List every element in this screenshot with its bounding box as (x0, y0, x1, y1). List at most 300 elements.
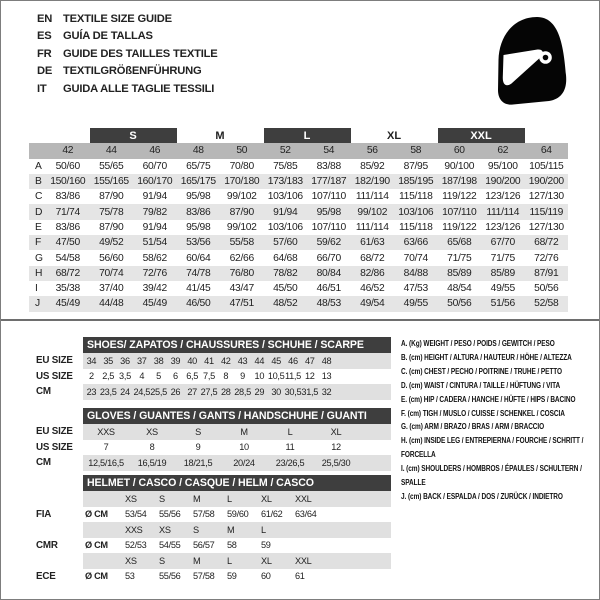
value-cell: 48 (318, 353, 335, 369)
language-code: FR (37, 47, 52, 60)
size-number: 52 (264, 143, 308, 158)
row-label: CM (29, 384, 83, 400)
value-cell: XXL (293, 553, 327, 569)
value-cell: 54/58 (55, 252, 80, 264)
value-cell: 50/56 (534, 283, 559, 295)
value-cell: 61/63 (351, 235, 395, 250)
value-cell: M (221, 424, 267, 440)
value-cell: 84/88 (394, 266, 438, 281)
filler-cell (335, 353, 391, 369)
measurement-row (29, 296, 568, 311)
value-cell: 72/76 (534, 252, 559, 264)
value-cell: 61 (295, 571, 305, 582)
value-cell: 123/126 (485, 191, 521, 203)
legend-item: D. (cm) WAIST / CINTURA / TAILLE / HÜFTUNG / VITA (401, 379, 561, 390)
value-cell: 115/119 (525, 204, 569, 219)
value-cell: 65/75 (186, 160, 211, 172)
legend-item: I. (cm) SHOULDERS / HOMBROS / ÉPAULES / SCHULTERN / SPALLE (401, 463, 582, 488)
measurement-row (29, 538, 391, 554)
row-label: EU SIZE (29, 353, 83, 369)
value-cell: 83/88 (316, 160, 341, 172)
filler-cell (359, 455, 391, 471)
value-cell: 10 (239, 442, 249, 453)
value-cell: 49/52 (90, 235, 134, 250)
row-label: J (29, 296, 46, 311)
section-divider (1, 319, 600, 321)
filler-cell (327, 553, 391, 569)
value-cell: XS (123, 491, 157, 507)
value-cell: 6,5 (186, 371, 199, 382)
value-cell: 95/98 (186, 221, 211, 233)
value-cell: 53 (125, 571, 135, 582)
value-cell: Ø CM (85, 571, 108, 582)
value-cell: 53/54 (125, 509, 147, 520)
value-cell: 12 (331, 442, 341, 453)
value-cell (83, 553, 123, 569)
size-number: 62 (481, 143, 525, 158)
value-cell: 103/106 (394, 204, 438, 219)
value-cell: 37/40 (99, 283, 124, 295)
value-cell: 43/47 (229, 283, 254, 295)
language-row (37, 63, 218, 80)
value-cell: 18/21,5 (175, 455, 221, 471)
size-band: S (90, 128, 177, 143)
section-title: GLOVES / GUANTES / GANTS / HANDSCHUHE / GUANTI (83, 408, 391, 424)
value-cell: L (267, 424, 313, 440)
value-cell: 190/200 (481, 174, 525, 189)
value-cell: 48/54 (447, 283, 472, 295)
numeric-size-row (29, 143, 568, 158)
value-cell: 11 (285, 442, 295, 453)
value-cell: 47/51 (220, 296, 264, 311)
language-code: DE (37, 65, 53, 78)
value-cell: 90/100 (444, 160, 475, 172)
value-cell: 46/52 (360, 283, 385, 295)
value-cell: 2 (88, 371, 94, 382)
value-cell: 48/52 (264, 296, 308, 311)
value-cell: 59 (261, 540, 271, 551)
value-cell: 58/62 (142, 252, 167, 264)
size-band: L (264, 128, 351, 143)
value-cell: 30,5 (285, 384, 302, 400)
measurement-row (29, 455, 391, 471)
value-cell: 111/114 (355, 191, 389, 203)
value-cell: 47/50 (46, 235, 90, 250)
value-cell: 99/102 (351, 204, 395, 219)
filler-cell (327, 507, 391, 523)
value-cell: S (157, 553, 191, 569)
racing-helmet-icon (492, 14, 572, 108)
language-row (37, 11, 218, 28)
measurement-row (29, 522, 391, 538)
size-number: 42 (46, 143, 90, 158)
value-cell: 62/66 (229, 252, 254, 264)
value-cell: 91/94 (142, 191, 167, 203)
size-band: XXL (438, 128, 525, 143)
measurement-row (29, 353, 391, 369)
legend-item: H. (cm) INSIDE LEG / ENTREPIERNA / FOURCHE / SCHRITT / FORCELLA (401, 435, 584, 460)
value-cell: 76/80 (220, 266, 264, 281)
textile-size-table (29, 128, 568, 312)
value-cell: 64/68 (273, 252, 298, 264)
measurement-row (29, 159, 568, 174)
row-label: C (35, 191, 43, 203)
value-cell: 71/75 (447, 252, 472, 264)
value-cell: 55/58 (220, 235, 264, 250)
value-cell: 82/86 (351, 266, 395, 281)
value-cell (83, 522, 123, 538)
section-header-row (29, 337, 391, 353)
value-cell: 68/72 (525, 235, 569, 250)
row-label (29, 491, 83, 507)
value-cell: 46 (285, 353, 302, 369)
measurement-row (29, 507, 391, 523)
value-cell: 60 (261, 571, 271, 582)
value-cell: 56/57 (193, 540, 215, 551)
filler-cell (359, 440, 391, 456)
value-cell: 85/89 (438, 266, 482, 281)
value-cell: 49/55 (490, 283, 515, 295)
value-cell: 85/89 (481, 266, 525, 281)
measurement-row (29, 569, 391, 585)
value-cell: 59 (227, 571, 237, 582)
value-cell: 24,5 (133, 384, 150, 400)
value-cell: 105/115 (529, 160, 564, 172)
value-cell: XS (123, 553, 157, 569)
filler-cell (335, 384, 391, 400)
filler-cell (359, 424, 391, 440)
value-cell: 7 (103, 442, 109, 453)
value-cell: 25,5/30 (313, 455, 359, 471)
value-cell: 60/70 (142, 160, 167, 172)
row-label: US SIZE (29, 369, 83, 385)
size-number: 64 (525, 143, 569, 158)
language-code: ES (37, 30, 52, 43)
value-cell: 187/198 (438, 174, 482, 189)
section-header-row (29, 475, 391, 491)
value-cell: Ø CM (85, 509, 108, 520)
row-label: US SIZE (29, 440, 83, 456)
value-cell: 107/110 (438, 204, 482, 219)
value-cell: Ø CM (85, 540, 108, 551)
value-cell: 48/53 (307, 296, 351, 311)
value-cell: 6 (172, 371, 178, 382)
value-cell: 65/68 (438, 235, 482, 250)
language-code: IT (37, 82, 47, 95)
value-cell: XS (129, 424, 175, 440)
filler-cell (327, 538, 391, 554)
section-title: HELMET / CASCO / CASQUE / HELM / CASCO (83, 475, 391, 491)
value-cell: 54/55 (159, 540, 181, 551)
row-label: D (29, 204, 46, 219)
value-cell: 103/106 (267, 221, 303, 233)
language-title-list (37, 11, 218, 98)
value-cell: 50/56 (438, 296, 482, 311)
value-cell: 4 (139, 371, 145, 382)
value-cell: 44/48 (90, 296, 134, 311)
legend-item: E. (cm) HIP / CADERA / HANCHE / HÜFTE / HIPS / BACINO (401, 393, 576, 404)
value-cell: 27 (184, 384, 201, 400)
value-cell: 42 (217, 353, 234, 369)
value-cell: 28,5 (234, 384, 251, 400)
measurement-row (29, 250, 568, 265)
value-cell: 60/64 (186, 252, 211, 264)
value-cell: 123/126 (485, 221, 521, 233)
value-cell: 87/95 (403, 160, 428, 172)
value-cell: 95/98 (307, 204, 351, 219)
value-cell: 9 (195, 442, 201, 453)
value-cell: 23,5 (100, 384, 117, 400)
value-cell: 87/90 (99, 191, 124, 203)
value-cell: 57/58 (193, 509, 215, 520)
value-cell: 34 (83, 353, 100, 369)
value-cell: 51/54 (133, 235, 177, 250)
language-row (37, 46, 218, 63)
measurement-row (29, 440, 391, 456)
spacer-cell (29, 475, 83, 491)
measurement-row (29, 281, 568, 296)
gloves-size-table (29, 408, 391, 471)
value-cell: 59/60 (227, 509, 249, 520)
value-cell: 31,5 (301, 384, 318, 400)
row-label: ECE (29, 569, 83, 585)
value-cell: 52/53 (125, 540, 147, 551)
value-cell: XXS (83, 424, 129, 440)
value-cell: 10,5 (267, 371, 285, 382)
value-cell: S (175, 424, 221, 440)
size-number: 46 (133, 143, 177, 158)
value-cell: 40 (184, 353, 201, 369)
guide-title: TEXTILGRÖßENFÜHRUNG (63, 65, 202, 78)
value-cell: 115/118 (398, 221, 433, 233)
value-cell: L (259, 522, 293, 538)
value-cell: XL (313, 424, 359, 440)
value-cell: 67/70 (481, 235, 525, 250)
value-cell: 150/160 (46, 174, 90, 189)
value-cell: XS (157, 522, 191, 538)
value-cell: XL (259, 491, 293, 507)
size-number: 54 (307, 143, 351, 158)
size-band (525, 128, 569, 143)
value-cell: 72/76 (133, 266, 177, 281)
row-label: CM (29, 455, 83, 471)
value-cell: 30 (268, 384, 285, 400)
value-cell: 71/75 (490, 252, 515, 264)
value-cell: M (225, 522, 259, 538)
size-number: 58 (394, 143, 438, 158)
spacer-cell (29, 408, 83, 424)
size-band: M (215, 129, 225, 142)
measurement-row (29, 424, 391, 440)
value-cell: 63/64 (295, 509, 317, 520)
value-cell: 80/84 (307, 266, 351, 281)
language-row (37, 28, 218, 45)
value-cell: 12,5/16,5 (83, 455, 129, 471)
guide-title: GUÍA DE TALLAS (63, 30, 153, 43)
size-band-row (29, 128, 568, 143)
legend-item: G. (cm) ARM / BRAZO / BRAS / ARM / BRACCIO (401, 421, 545, 432)
value-cell: 71/74 (46, 204, 90, 219)
value-cell: 83/86 (177, 204, 221, 219)
value-cell: 68/72 (360, 252, 385, 264)
value-cell: 111/114 (355, 221, 389, 233)
value-cell: 59/62 (307, 235, 351, 250)
value-cell: 83/86 (55, 221, 80, 233)
value-cell: 37 (133, 353, 150, 369)
value-cell: 190/200 (525, 174, 569, 189)
value-cell: 2,5 (102, 371, 115, 382)
value-cell: 35/38 (55, 283, 80, 295)
value-cell: 13 (321, 371, 332, 382)
value-cell: 68/72 (46, 266, 90, 281)
value-cell: 44 (251, 353, 268, 369)
value-cell: 32 (318, 384, 335, 400)
value-cell: 83/86 (55, 191, 80, 203)
row-label: G (35, 252, 43, 264)
filler-cell (327, 491, 391, 507)
value-cell: 7,5 (203, 371, 215, 382)
measurement-row (29, 174, 568, 189)
value-cell: 170/180 (220, 174, 264, 189)
value-cell: 173/183 (264, 174, 308, 189)
value-cell: 70/80 (229, 160, 254, 172)
value-cell: 46/50 (177, 296, 221, 311)
value-cell: 61/62 (261, 509, 283, 520)
measurement-row (29, 220, 568, 235)
value-cell: 50/60 (55, 160, 80, 172)
guide-title: GUIDA ALLE TAGLIE TESSILI (63, 82, 215, 95)
measurement-row (29, 189, 568, 204)
language-code: EN (37, 13, 53, 25)
value-cell: 57/60 (264, 235, 308, 250)
section-header-row (29, 408, 391, 424)
value-cell: 75/78 (90, 204, 134, 219)
value-cell: 46/51 (316, 283, 341, 295)
section-title: SHOES/ ZAPATOS / CHAUSSURES / SCHUHE / SCARPE (83, 337, 391, 353)
value-cell: 78/82 (264, 266, 308, 281)
value-cell: 155/165 (90, 174, 134, 189)
value-cell: 16,5/19 (129, 455, 175, 471)
measurement-row (29, 235, 568, 250)
value-cell: 49/55 (394, 296, 438, 311)
value-cell: 49/54 (351, 296, 395, 311)
value-cell: 107/110 (311, 221, 346, 233)
value-cell: 182/190 (351, 174, 395, 189)
row-label: EU SIZE (29, 424, 83, 440)
value-cell: XXS (123, 522, 157, 538)
spacer-cell (29, 337, 83, 353)
value-cell: 53/56 (177, 235, 221, 250)
guide-title: GUIDE DES TAILLES TEXTILE (63, 47, 218, 60)
value-cell: 99/102 (226, 221, 257, 233)
row-label: B (29, 174, 46, 189)
value-cell: 45/49 (133, 296, 177, 311)
legend-item: C. (cm) CHEST / PECHO / POITRINE / TRUHE / PETTO (401, 365, 563, 376)
size-band (46, 128, 90, 143)
value-cell: 29 (251, 384, 268, 400)
value-cell: 127/130 (528, 191, 564, 203)
value-cell: 119/122 (442, 221, 477, 233)
value-cell: 11,5 (284, 371, 301, 382)
measurement-row (29, 384, 391, 400)
value-cell: 24 (117, 384, 134, 400)
value-cell: 41/45 (186, 283, 211, 295)
value-cell: 5 (156, 371, 161, 382)
value-cell: 27,5 (201, 384, 218, 400)
value-cell: 51/56 (481, 296, 525, 311)
value-cell (83, 491, 123, 507)
row-label (29, 522, 83, 538)
value-cell: 23 (83, 384, 100, 400)
shoes-size-table (29, 337, 391, 400)
measurement-row (29, 369, 391, 385)
value-cell: 55/65 (99, 160, 124, 172)
value-cell: 8 (149, 442, 155, 453)
value-cell: 165/175 (177, 174, 221, 189)
value-cell: M (191, 553, 225, 569)
value-cell: XL (259, 553, 293, 569)
value-cell: 55/56 (159, 509, 181, 520)
value-cell: 45 (268, 353, 285, 369)
value-cell: 45/50 (273, 283, 298, 295)
row-label: F (29, 235, 46, 250)
value-cell: 43 (234, 353, 251, 369)
value-cell: 3,5 (119, 371, 131, 382)
value-cell: 39 (167, 353, 184, 369)
value-cell: 63/66 (394, 235, 438, 250)
value-cell: 115/118 (398, 191, 433, 203)
value-cell: 111/114 (481, 204, 525, 219)
language-row (37, 81, 218, 98)
value-cell: S (157, 491, 191, 507)
value-cell: 95/98 (186, 191, 211, 203)
value-cell: 185/195 (394, 174, 438, 189)
row-label (29, 553, 83, 569)
value-cell: 47/53 (403, 283, 428, 295)
filler-cell (335, 369, 391, 385)
row-label: I (35, 283, 38, 295)
value-cell: L (225, 491, 259, 507)
value-cell: 58 (227, 540, 237, 551)
size-number: 56 (351, 143, 395, 158)
value-cell: 45/49 (46, 296, 90, 311)
value-cell: 28 (217, 384, 234, 400)
value-cell: S (191, 522, 225, 538)
helmet-size-table (29, 475, 391, 584)
value-cell: 10 (254, 371, 265, 382)
measurement-legend (401, 337, 597, 504)
row-label: H (29, 266, 46, 281)
size-number: 44 (90, 143, 134, 158)
value-cell: 119/122 (442, 191, 477, 203)
value-cell: 57/58 (193, 571, 215, 582)
value-cell (293, 522, 327, 538)
row-label: A (35, 160, 42, 172)
size-number: 60 (438, 143, 482, 158)
spacer-cell (29, 128, 46, 143)
value-cell: L (225, 553, 259, 569)
filler-cell (327, 569, 391, 585)
value-cell: 160/170 (133, 174, 177, 189)
value-cell: 177/187 (307, 174, 351, 189)
value-cell: 99/102 (226, 191, 257, 203)
measurement-row (29, 266, 568, 281)
value-cell: 26 (167, 384, 184, 400)
size-number: 50 (220, 143, 264, 158)
measurement-row (29, 491, 391, 507)
legend-item: J. (cm) BACK / ESPALDA / DOS / ZURÜCK / INDIETRO (401, 490, 563, 501)
value-cell: 20/24 (221, 455, 267, 471)
